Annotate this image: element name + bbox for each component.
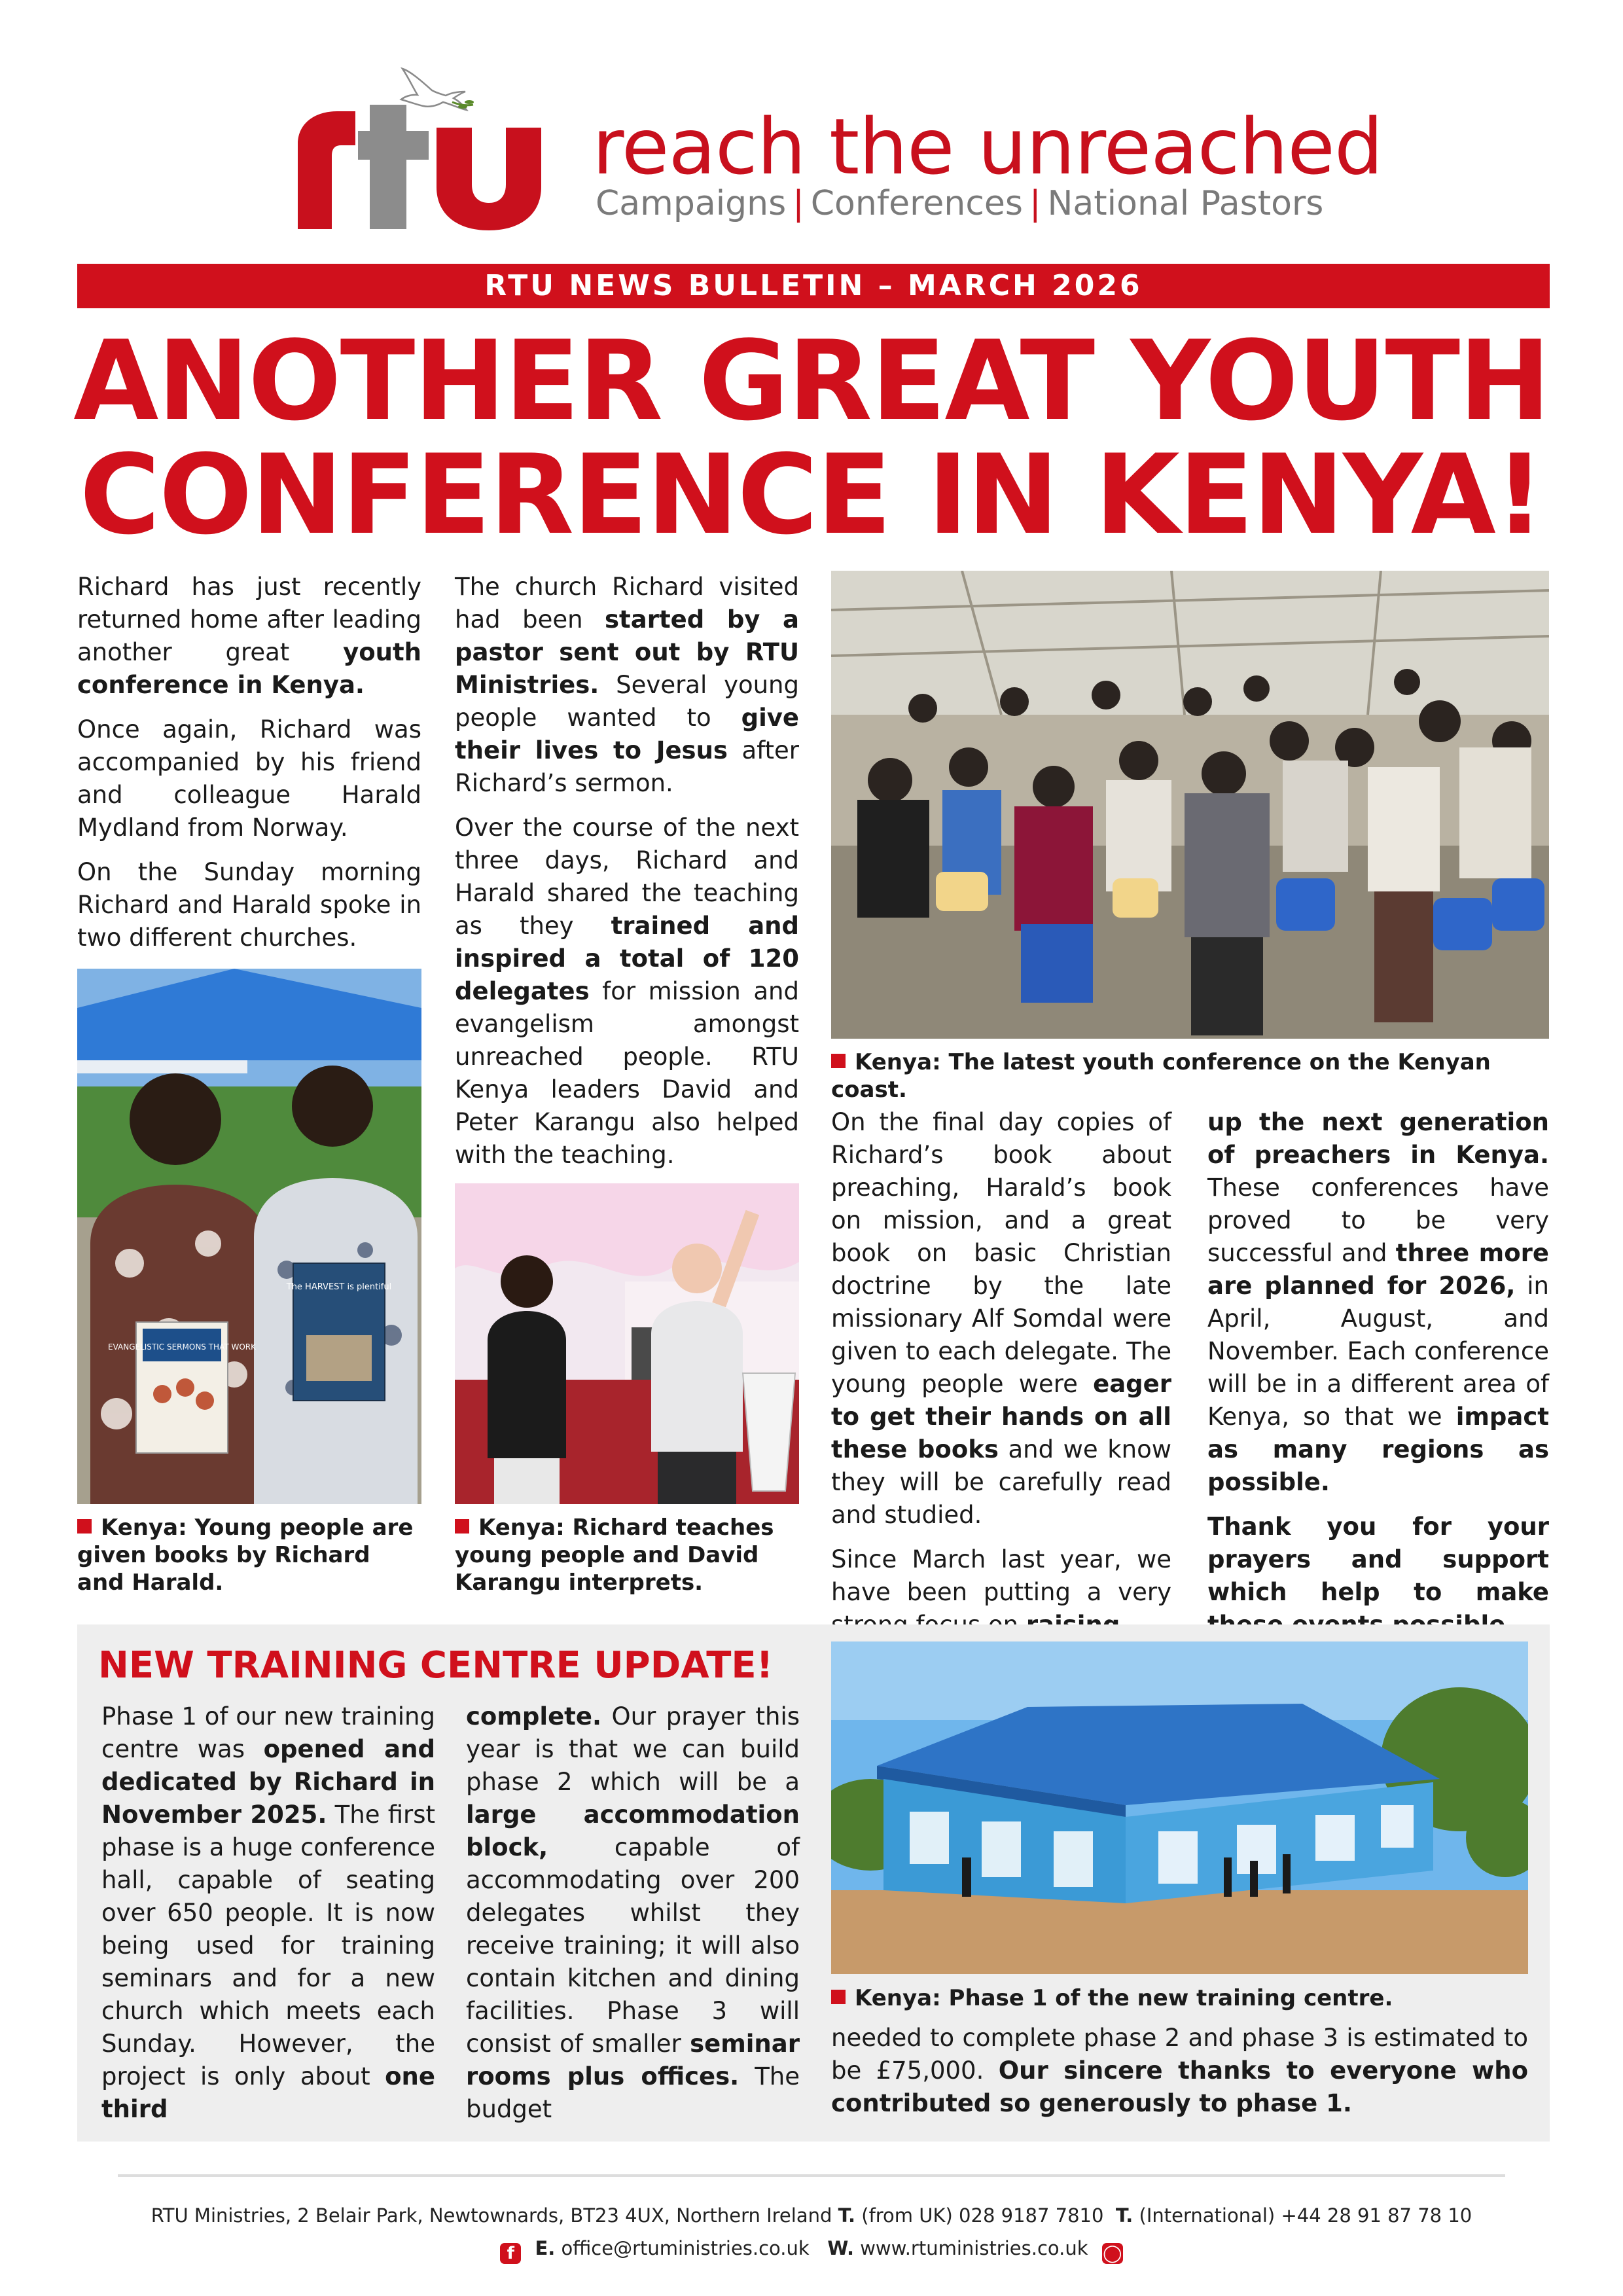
phone-intl-note: (International) xyxy=(1139,2204,1275,2227)
article-col-1 xyxy=(77,571,421,966)
email-label: E. xyxy=(535,2237,556,2259)
instagram-icon[interactable]: ◯ xyxy=(1103,2244,1122,2263)
tagline-item: National Pastors xyxy=(1047,184,1324,223)
caption-marker xyxy=(455,1519,469,1534)
richard-teaches-photo xyxy=(455,1183,799,1504)
youth-books-illustration xyxy=(77,969,421,1504)
caption-conference xyxy=(831,1049,1551,1103)
rtu-logo xyxy=(298,65,573,236)
paragraph: Richard has just recently returned home after leading another great youth conference in Kenya. xyxy=(77,573,421,699)
training-centre-photo xyxy=(831,1641,1528,1974)
paragraph: Phase 1 of our new training centre was opened and dedicated by Richard in November 2025. The first phase is a huge conference hall, capable of seating over 650 people. It is now being used for training seminars and for a new church which meets each Sunday. However, the project is only about one third xyxy=(101,1702,436,2123)
paragraph: Over the course of the next three days, Richard and Harald shared the teaching as they trained and inspired a total of 120 delegates for mission and evangelism amongst unreached people. RTU Kenya leaders David and Peter Karangu also helped with the teaching. xyxy=(455,814,799,1169)
headline xyxy=(59,317,1564,559)
caption-text: Kenya: Richard teaches young people and David Karangu interprets. xyxy=(455,1515,774,1596)
dove-icon xyxy=(401,69,474,110)
richard-teaches-illustration xyxy=(455,1183,799,1504)
caption-marker xyxy=(831,1990,846,2004)
caption-marker xyxy=(77,1519,92,1534)
paragraph: The church Richard visited had been started by a pastor sent out by RTU Ministries. Several young people wanted to give their lives to Jesus after Richard’s sermon. xyxy=(455,573,799,797)
footer-contact xyxy=(0,2204,1623,2227)
facebook-icon[interactable]: f xyxy=(500,2243,521,2264)
book-title: The HARVEST is plentiful xyxy=(286,1282,392,1292)
article-col-3 xyxy=(831,1106,1171,1653)
footer-online xyxy=(0,2237,1623,2264)
bulletin-bar: RTU NEWS BULLETIN – MARCH 2026 xyxy=(77,264,1550,308)
headline-line: CONFERENCE IN KENYA! xyxy=(79,431,1544,559)
paragraph: Since March last year, we have been putting a very xyxy=(831,1545,1171,1606)
caption-richard-teaches xyxy=(455,1514,799,1596)
web-label: W. xyxy=(827,2237,854,2259)
conference-illustration xyxy=(831,571,1549,1039)
tagline-item: Campaigns xyxy=(596,184,787,223)
training-centre-title: NEW TRAINING CENTRE UPDATE! xyxy=(98,1644,774,1687)
phone-intl-label: T. xyxy=(1115,2204,1133,2227)
phone-uk-note: (from UK) xyxy=(861,2204,953,2227)
caption-youth-books xyxy=(77,1514,421,1596)
email-link[interactable]: office@rtuministries.co.uk xyxy=(561,2237,810,2259)
phone-intl[interactable]: +44 28 91 87 78 10 xyxy=(1281,2204,1472,2227)
caption-training-centre xyxy=(831,1984,1528,2012)
tagline-separator: | xyxy=(1029,184,1041,223)
paragraph: up the next generation of preachers in Kenya. These conferences have proved to be very successful and three more are planned for 2026, in April, August, and November. Each conference will be in a different area of Kenya, so that we impact as many regions as possible. xyxy=(1207,1108,1549,1496)
brand-name: reach the unreached xyxy=(592,101,1383,192)
book-title: EVANGELISTIC SERMONS THAT WORK xyxy=(107,1342,257,1352)
paragraph: complete. Our prayer this year is that we can build phase 2 which will be a large accommodation block, capable of accommodating over 200 delegates whilst they receive training; it will also contain kitchen and dining facilities. Phase 3 will consist of smaller seminar rooms plus offices. The budget xyxy=(466,1702,800,2123)
tagline-item: Conferences xyxy=(810,184,1023,223)
training-col-3 xyxy=(831,2022,1528,2132)
phone-uk-label: T. xyxy=(838,2204,856,2227)
training-centre-illustration xyxy=(831,1641,1528,1974)
training-col-2 xyxy=(466,1700,800,2138)
headline-line: ANOTHER GREAT YOUTH xyxy=(73,317,1550,445)
article-col-2 xyxy=(455,571,799,1183)
caption-marker xyxy=(831,1054,846,1068)
caption-text: Kenya: Young people are given books by Richard and Harald. xyxy=(77,1515,414,1596)
article-col-4 xyxy=(1207,1106,1549,1653)
brand-tagline xyxy=(596,184,1324,223)
footer-address: RTU Ministries, 2 Belair Park, Newtownards, BT23 4UX, Northern Ireland xyxy=(151,2204,832,2227)
paragraph: On the final day copies of Richard’s book about preaching, Harald’s book on mission, and a great book on basic Christian doctrine by the late missionary Alf Somdal were given to each delegate. The young people were eager to get their hands on all these books and we know they will be carefully read and studied. xyxy=(831,1108,1171,1529)
youth-books-photo xyxy=(77,969,421,1504)
caption-text: Kenya: Phase 1 of the new training centre. xyxy=(855,1985,1393,2011)
paragraph: Thank you for your prayers and support which help to make xyxy=(1207,1513,1549,1606)
web-link[interactable]: www.rtuministries.co.uk xyxy=(860,2237,1088,2259)
paragraph: needed to complete phase 2 and phase 3 is estimated to be £75,000. Our sincere thanks to everyone who contributed so generously to phase 1. xyxy=(831,2024,1528,2117)
footer-divider xyxy=(118,2174,1505,2177)
paragraph: On the Sunday morning Richard and Harald spoke in two different churches. xyxy=(77,858,421,952)
training-col-1 xyxy=(101,1700,435,2138)
caption-text: Kenya: The latest youth conference on the Kenyan coast. xyxy=(831,1049,1491,1103)
tagline-separator: | xyxy=(793,184,804,223)
paragraph: Once again, Richard was accompanied by his friend and colleague Harald Mydland from Norway. xyxy=(77,715,421,842)
phone-uk[interactable]: 028 9187 7810 xyxy=(959,2204,1104,2227)
conference-photo xyxy=(831,571,1549,1039)
